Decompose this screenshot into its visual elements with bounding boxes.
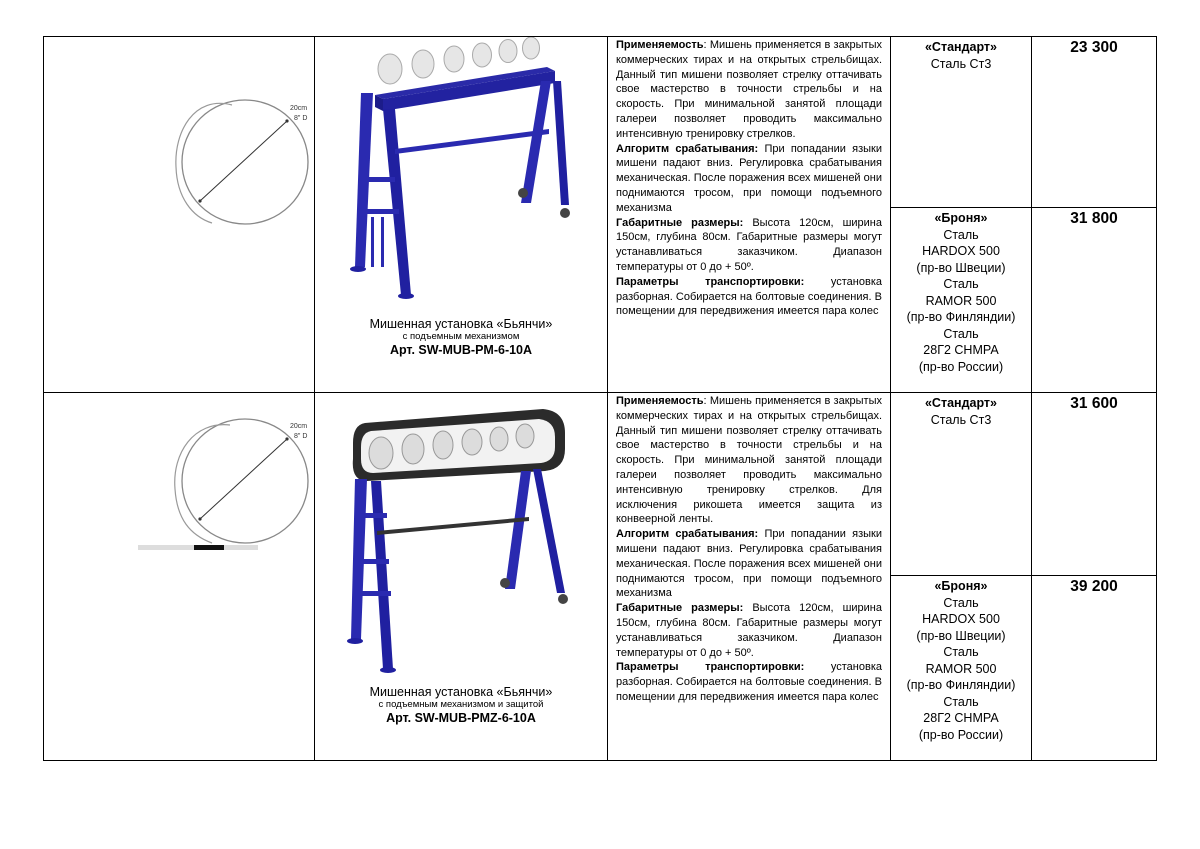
transport-text: установка разборная. Собирается на болтовые соединения. В помещении для передвижения имеется пара колес: [616, 275, 882, 318]
variant-material: Сталь: [943, 694, 979, 709]
product-name: Мишенная установка «Бьянчи»: [369, 317, 553, 331]
variant-material: Сталь: [943, 595, 979, 610]
dimensions-label: Габаритные размеры:: [616, 216, 744, 229]
dimensions-label: Габаритные размеры:: [616, 602, 744, 615]
variant-name: «Броня»: [934, 211, 988, 225]
ring-target-icon: [44, 393, 314, 563]
dimensions-text: Высота 120см, ширина 150см, глубина 80см. Габаритные размеры могут устанавливаться заказчиком. Диапазон температуры от 0 до + 50º.: [616, 602, 882, 659]
variant-material: HARDOX 500: [922, 244, 1000, 258]
product-article: Арт. SW-MUB-PM-6-10A: [389, 343, 533, 357]
ring-size-in: 8" D: [294, 115, 308, 122]
price-armor: 31 800: [1032, 207, 1156, 228]
variant-cell: [891, 393, 1032, 761]
price-table: [43, 36, 1157, 761]
variant-material: Сталь Ст3: [930, 412, 992, 427]
variant-name: «Стандарт»: [924, 396, 998, 410]
product-article: Арт. SW-MUB-PMZ-6-10A: [386, 711, 536, 725]
ring-image-cell: [44, 37, 315, 393]
price-standard: 23 300: [1070, 39, 1118, 56]
dimensions-text: Высота 120см, ширина 150см, глубина 80см. Габаритные размеры могут устанавливаться заказчиком. Диапазон температуры от 0 до + 50º.: [616, 216, 882, 273]
transport-text: установка разборная. Собирается на болтовые соединения. В помещении для передвижения имеется пара колес: [616, 661, 882, 703]
variant-material: Сталь: [943, 277, 979, 291]
variant-material: (пр-во России): [918, 359, 1004, 374]
variant-material: Сталь: [943, 227, 979, 242]
product-caption: [315, 317, 607, 357]
applicability-label: Применяемость: [616, 395, 704, 407]
product-description: [608, 37, 890, 319]
variant-material: 28Г2 СНМРА: [923, 343, 999, 357]
variant-material: (пр-во России): [918, 727, 1004, 742]
table-row: [44, 393, 1157, 761]
variant-name: «Стандарт»: [924, 40, 998, 54]
variant-name: «Броня»: [934, 579, 988, 593]
applicability-text: : Мишень применяется в закрытых коммерческих тирах и на открытых стрельбищах. Данный тип мишени позволяет стрелку оттачивать свое мастерство в точности стрельбы и на скорость. При минимальной занятой площади галереи позволяет проводить максимально интенсивную тренировку стрелков.: [616, 39, 882, 140]
variant-standard: [891, 393, 1031, 575]
ring-target-icon: [44, 37, 314, 237]
description-cell: [608, 37, 891, 393]
variant-material: 28Г2 СНМРА: [923, 711, 999, 725]
algorithm-text: При попадании языки мишени падают вниз. Регулировка срабатывания механическая. После поражения всех мишеней они поднимаются тросом, при помощи подъемного механизма: [616, 528, 882, 600]
variant-armor: [891, 207, 1031, 375]
variant-material: (пр-во Швеции): [916, 628, 1006, 643]
ring-size-cm: 20cm: [290, 105, 308, 112]
ring-size-cm: 20cm: [290, 423, 308, 430]
product-description: [608, 393, 890, 705]
ring-size-in: 8" D: [294, 433, 308, 440]
variant-material: (пр-во Швеции): [916, 260, 1006, 275]
table-row: [44, 37, 1157, 393]
target-stand-with-shield-icon: [315, 393, 607, 685]
variant-material: HARDOX 500: [922, 612, 1000, 626]
variant-material: (пр-во Финляндии): [906, 678, 1016, 692]
ring-image-cell: [44, 393, 315, 761]
variant-standard: [891, 37, 1031, 207]
transport-label: Параметры транспортировки:: [616, 275, 805, 288]
price-cell: [1032, 37, 1157, 393]
description-cell: [608, 393, 891, 761]
product-cell: [315, 393, 608, 761]
transport-label: Параметры транспортировки:: [616, 661, 805, 674]
variant-material: (пр-во Финляндии): [906, 310, 1016, 324]
product-name: Мишенная установка «Бьянчи»: [369, 685, 553, 699]
algorithm-label: Алгоритм срабатывания:: [616, 528, 759, 541]
product-subtitle: с подъемным механизмом и защитой: [378, 699, 544, 710]
ring-target-drawing: [44, 393, 314, 568]
applicability-text: : Мишень применяется в закрытых коммерческих тирах и на открытых стрельбищах. Данный тип мишени позволяет стрелку оттачивать свое мастерство в точности стрельбы и на скорость. При минимальной занятой площади галереи позволяет проводить максимально интенсивную тренировку стрелков. Для исключения рикошета имеется защита из конвеерной ленты.: [616, 395, 882, 526]
variant-material: RAMOR 500: [925, 293, 997, 308]
variant-material: Сталь: [943, 326, 979, 341]
ring-target-drawing: [44, 37, 314, 242]
algorithm-label: Алгоритм срабатывания:: [616, 142, 759, 155]
applicability-label: Применяемость: [616, 39, 704, 51]
variant-material: RAMOR 500: [925, 661, 997, 676]
variant-cell: [891, 37, 1032, 393]
product-cell: [315, 37, 608, 393]
variant-armor: [891, 575, 1031, 743]
target-stand-icon: [315, 37, 607, 317]
price-standard: 31 600: [1070, 395, 1118, 412]
product-subtitle: с подъемным механизмом: [402, 331, 520, 342]
algorithm-text: При попадании языки мишени падают вниз. Регулировка срабатывания механическая. После поражения всех мишеней они поднимаются тросом, при помощи подъемного механизма: [616, 142, 882, 214]
price-armor: 39 200: [1032, 575, 1156, 596]
variant-material: Сталь: [943, 645, 979, 659]
price-cell: [1032, 393, 1157, 761]
product-caption: [315, 685, 607, 725]
variant-material: Сталь Ст3: [930, 56, 992, 71]
